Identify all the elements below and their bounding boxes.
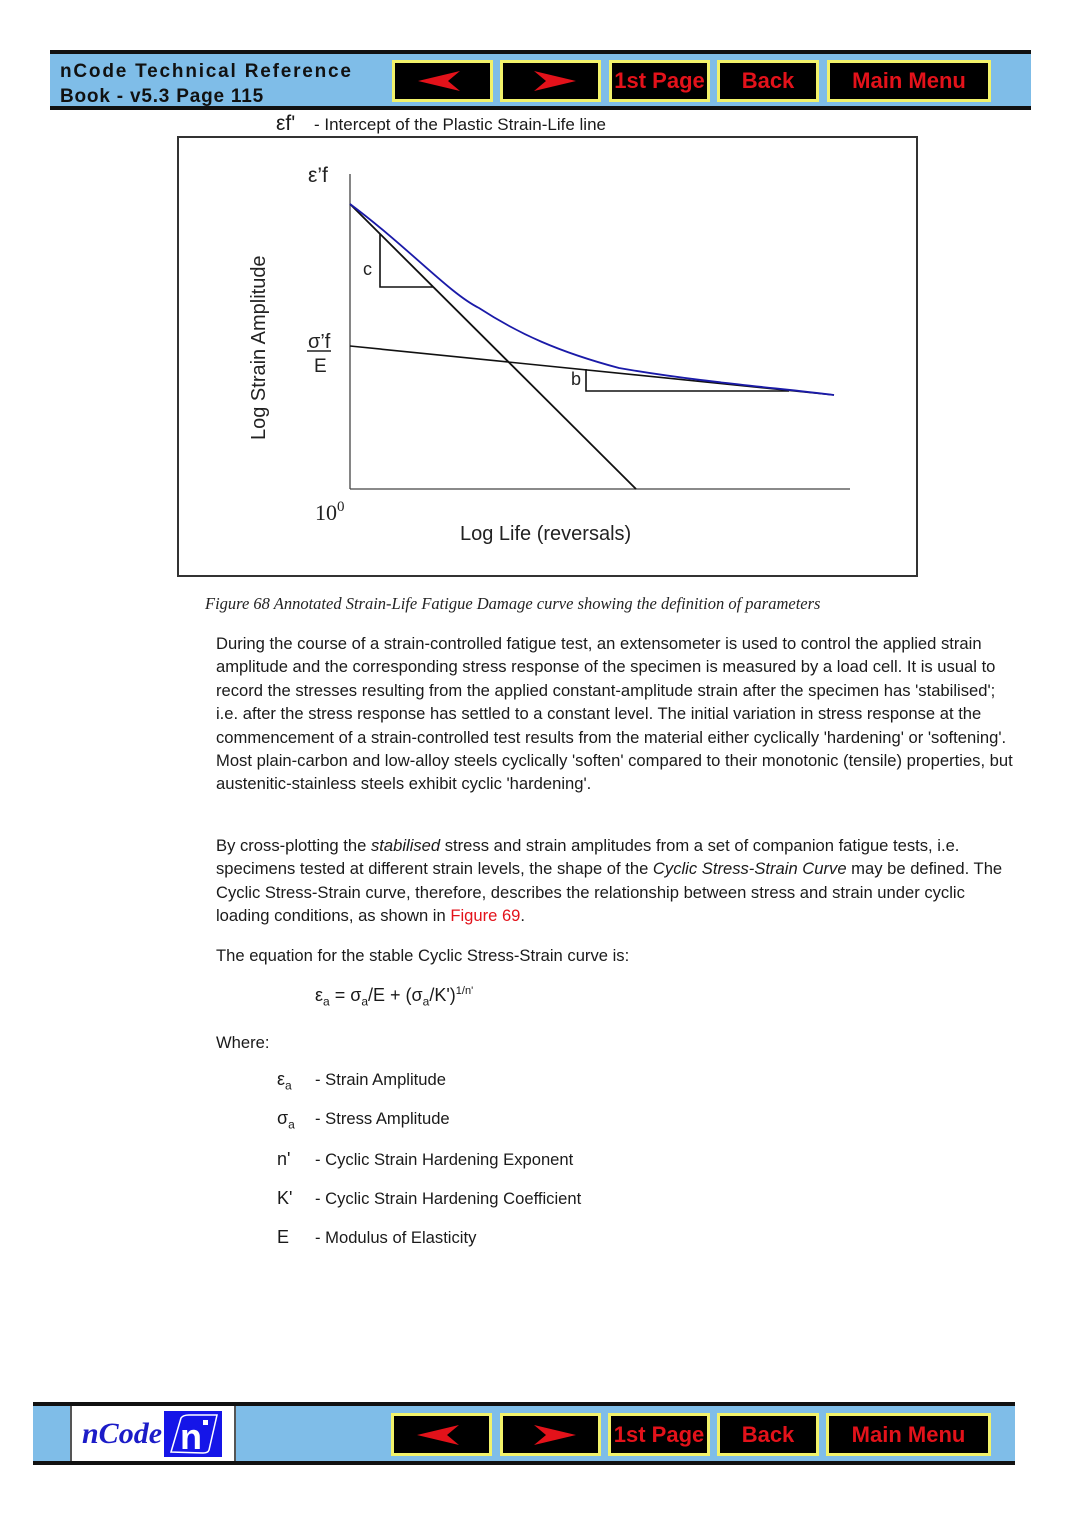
x-axis-label: Log Life (reversals) <box>460 523 632 545</box>
back-button[interactable]: Back <box>717 60 819 102</box>
equation-intro: The equation for the stable Cyclic Stress-Strain curve is: <box>216 946 630 965</box>
paragraph-strain-controlled-test: During the course of a strain-controlled fatigue test, an extensometer is used to control the applied strain amplitude and the corresponding stress response of the specimen is measured by a load cell. It is usual to record the stresses resulting from the applied constant-amplitude strain after the specimen has 'stabilised'; i.e. after the stress response has settled to a constant level. The initial variation in stress response at the commencement of a strain-controlled test results from the material either cyclically 'hardening' or 'softening'. Most plain-carbon and low-alloy steels cyclically 'soften' compared to their monotonic (tensile) properties, but austenitic-stainless steels exhibit cyclic 'hardening'. <box>216 634 1013 794</box>
strain-life-figure <box>177 136 918 577</box>
definition-modulus: E - Modulus of Elasticity <box>277 1227 477 1247</box>
document-title <box>60 59 353 109</box>
y-axis-label: Log Strain Amplitude <box>248 255 270 440</box>
origin-label: $10^0$ <box>315 499 345 525</box>
first-page-button[interactable]: 1st Page <box>609 60 710 102</box>
ncode-n-logo-icon <box>164 1411 222 1457</box>
top-navigation-bar <box>50 50 1031 110</box>
main-menu-button[interactable]: Main Menu <box>827 60 991 102</box>
title-line-1: nCode Technical Reference <box>60 61 353 82</box>
logo-text: nCode <box>82 1416 163 1450</box>
next-page-button[interactable] <box>500 1413 601 1456</box>
title-line-2-page-number: Book - v5.3 Page 115 <box>60 86 264 107</box>
next-page-button[interactable] <box>500 60 601 102</box>
emphasis-cyclic-curve: Cyclic Stress-Strain Curve <box>652 859 847 879</box>
back-button[interactable]: Back <box>717 1413 819 1456</box>
definition-hardening-coefficient: K' - Cyclic Strain Hardening Coefficient <box>277 1188 582 1208</box>
cyclic-stress-strain-equation: $\varepsilon_a = \sigma_a/E + (\sigma_a/K')^{1/n'}$ <box>315 985 474 1009</box>
left-arrow-icon <box>413 1423 471 1447</box>
previous-page-button[interactable] <box>391 1413 492 1456</box>
right-arrow-icon <box>522 1423 580 1447</box>
paragraph-cyclic-curve: By cross-plotting the stabilised stress and strain amplitudes from a set of companion fatigue tests, i.e. specimens tested at different strain levels, the shape of the Cyclic Stress-Strain Curve may be defined. The Cyclic Stress-Strain curve, therefore, describes the relationship between stress and strain under cyclic loading conditions, as shown in Figure 69. <box>216 836 1003 926</box>
definition-stress-amplitude: $\sigma_a$ - Stress Amplitude <box>277 1108 450 1132</box>
epsilon-f-symbol: εf' <box>276 112 296 135</box>
previous-page-button[interactable] <box>392 60 493 102</box>
slope-b-label: b <box>571 369 582 389</box>
right-arrow-icon <box>522 69 580 93</box>
first-page-button[interactable]: 1st Page <box>608 1413 710 1456</box>
sigma-f-numerator-label: σ’f <box>308 331 331 353</box>
emphasis-stabilised: stabilised <box>370 836 441 855</box>
total-strain-life-curve <box>350 204 834 395</box>
bottom-navigation-bar <box>33 1402 1015 1465</box>
definition-text: - Intercept of the Plastic Strain-Life line <box>314 115 606 134</box>
figure-caption: Figure 68 Annotated Strain-Life Fatigue Damage curve showing the definition of parameters <box>205 594 821 613</box>
plastic-strain-life-line <box>350 204 636 489</box>
svg-text:n: n <box>180 1415 203 1456</box>
sigma-f-denominator-label: E <box>314 356 327 377</box>
epsilon-f-label: ε’f <box>308 164 328 187</box>
ncode-logo <box>70 1406 236 1461</box>
strain-life-diagram <box>179 138 920 579</box>
main-menu-button[interactable]: Main Menu <box>826 1413 991 1456</box>
left-arrow-icon <box>414 69 472 93</box>
plastic-intercept-definition <box>276 112 606 136</box>
figure-69-link[interactable]: Figure 69 <box>450 906 521 926</box>
definition-hardening-exponent: n' - Cyclic Strain Hardening Exponent <box>277 1149 574 1169</box>
where-label: Where: <box>216 1033 270 1052</box>
slope-c-label: c <box>363 259 372 279</box>
definition-strain-amplitude: $\varepsilon_a$ - Strain Amplitude <box>277 1069 446 1093</box>
